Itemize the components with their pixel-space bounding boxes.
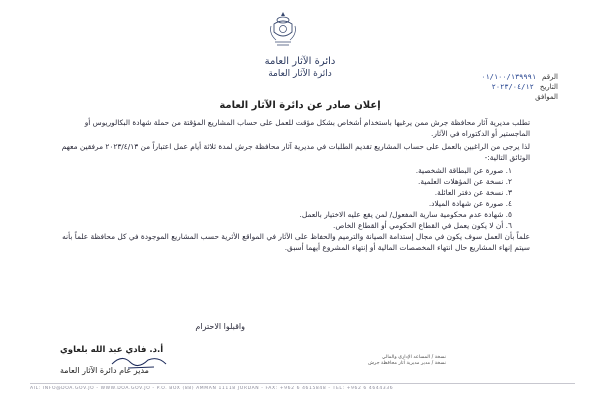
reference-corresponding-label: الموافق <box>535 93 558 101</box>
signatory-name: أ.د. فادي عبد الله بلعاوي <box>60 345 164 355</box>
list-item: ٤. صورة عن شهادة الميلاد. <box>428 199 512 208</box>
cc-line: نسخة / مدير مديرية آثار محافظة جرش <box>368 361 446 366</box>
reference-block <box>398 72 558 102</box>
reference-number-value: ٠١/١٠٠/١٣٩٩٩١ <box>481 73 537 81</box>
list-item: ٦. أن لا يكون يعمل في القطاع الحكومي أو القطاع الخاص. <box>333 221 512 230</box>
announcement-title: إعلان صادر عن دائرة الآثار العامة <box>219 100 381 111</box>
coat-of-arms-icon <box>268 10 298 48</box>
list-item: ٥. شهادة عدم محكومية سارية المفعول/ لمن يقع عليه الاختيار بالعمل. <box>299 210 512 219</box>
list-item: ١. صورة عن البطاقة الشخصية. <box>415 166 512 175</box>
documents-list <box>60 165 530 231</box>
paragraph-notes: علماً بأن العمل سوف يكون في مجال إستدامة الصيانة والترميم والحفاظ على الآثار في المواقع الأثرية حسب المشاريع الموجودة في كل محافظة علماً بأنه سيتم إنهاء المشاريع حال انتهاء المخصصات المالية أو إنتهاء المشروع أيهما أسبق. <box>62 232 530 252</box>
reference-date-row <box>398 82 558 92</box>
carbon-copy-block <box>296 355 446 367</box>
cc-line: نسخة / المساعد الإداري والمالي <box>381 355 446 360</box>
reference-date-value: ٢٠٢٣/٠٤/١٢ <box>491 83 534 91</box>
paragraph-intro: تطلب مديرية آثار محافظة جرش ممن يرغبها باستخدام أشخاص بشكل مؤقت للعمل على حساب المشاريع المؤقتة من حملة شهادة البكالوريوس أو الماجستير أو الدكتوراه في الآثار. <box>84 118 530 138</box>
footer-contact: AIL: INFO@DOA.GOV.JO - WWW.DOA.GOV.JO - P.O. BOX (88) AMMAN 11118 JORDAN - FAX: +962 6 4615848 - TEL: +962 6 4644336 <box>30 386 394 391</box>
paragraph-application: لذا يرجى من الراغبين بالعمل على حساب المشاريع تقديم الطلبات في مديرية آثار محافظة جرش لمدة ثلاثة أيام عمل اعتباراً من ٢٠٢٣/٤/١٣ مرفقين معهم الوثائق التالية:- <box>61 142 530 162</box>
reference-date-label: التاريخ <box>539 83 558 91</box>
signatory-title: مدير عام دائرة الآثار العامة <box>60 366 149 375</box>
reference-number-row <box>398 72 558 82</box>
footer-divider <box>30 383 575 384</box>
reference-number-label: الرقم <box>542 73 558 81</box>
department-subtitle: دائرة الآثار العامة <box>268 69 332 79</box>
list-item: ٢. نسخة عن المؤهلات العلمية. <box>418 177 512 186</box>
announcement-body <box>60 117 530 255</box>
closing-line: واقبلوا الاحترام <box>195 322 245 331</box>
department-name: دائرة الآثار العامة <box>264 56 336 67</box>
list-item: ٣. نسخة عن دفتر العائلة. <box>434 188 512 197</box>
